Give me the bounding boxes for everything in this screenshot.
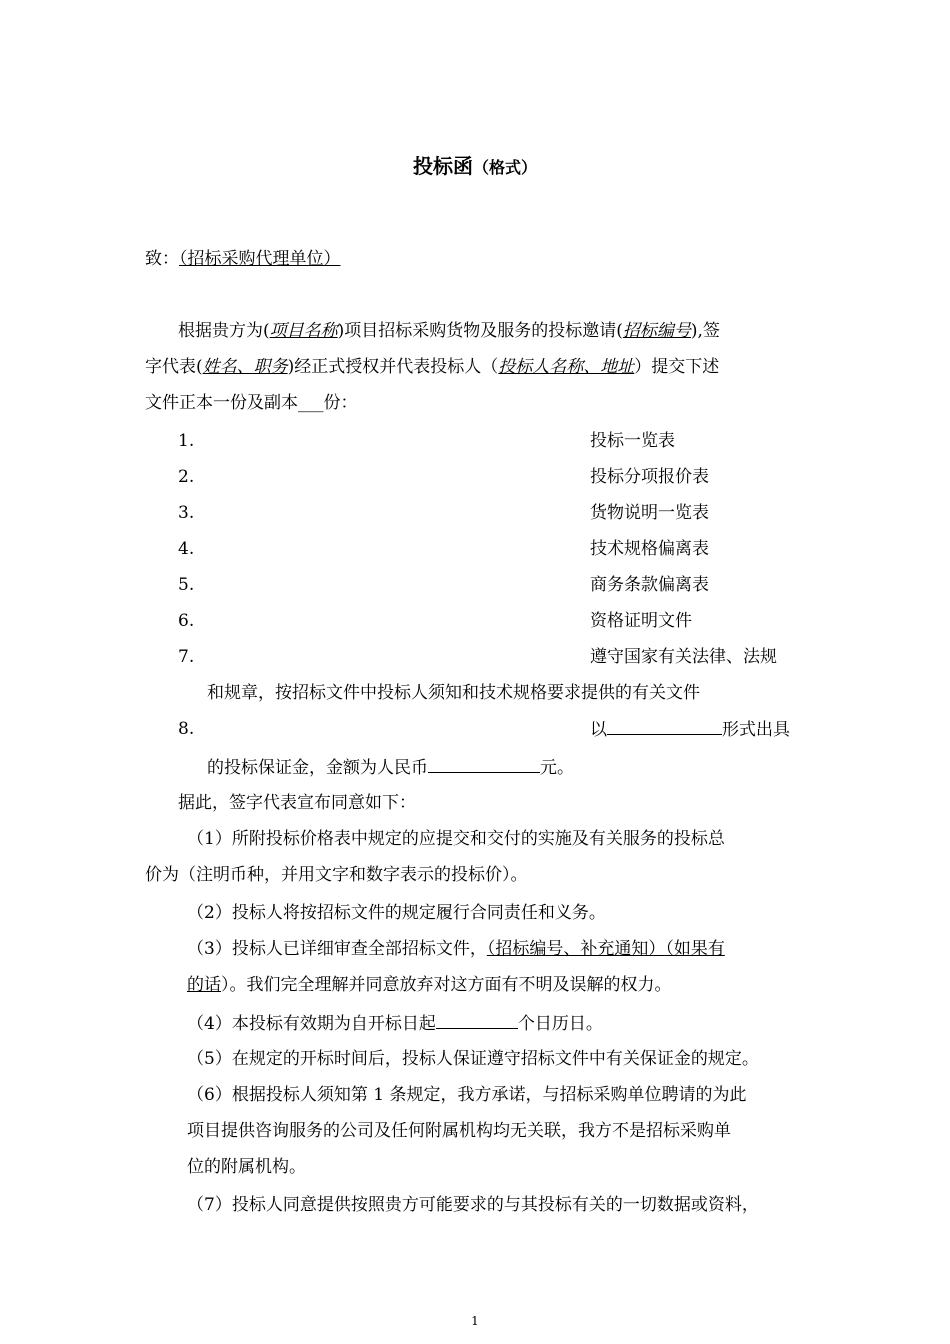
addressee-line bbox=[145, 248, 341, 270]
intro-line-1 bbox=[178, 320, 720, 342]
clause-2: （2）投标人将按招标文件的规定履行合同责任和义务。 bbox=[187, 903, 606, 923]
clause-1-line-1: （1）所附投标价格表中规定的应提交和交付的实施及有关服务的投标总 bbox=[187, 829, 725, 849]
item-number: 3. bbox=[178, 503, 195, 523]
page-number: 1 bbox=[471, 1314, 479, 1328]
item-number: 6. bbox=[178, 611, 195, 631]
intro-text: ）提交下述 bbox=[634, 357, 720, 377]
document-title bbox=[0, 150, 950, 179]
name-title-field: 姓名、职务 bbox=[202, 357, 288, 377]
tender-docs-field: 的话 bbox=[187, 975, 221, 995]
guarantee-amount-blank bbox=[428, 756, 540, 773]
tender-docs-field: （招标编号、补充通知）（如果有 bbox=[486, 939, 725, 959]
declaration-intro: 据此，签字代表宣布同意如下： bbox=[178, 793, 416, 813]
clause-text: （3）投标人已详细审查全部招标文件， bbox=[187, 939, 487, 959]
clause-6-line-1: （6）根据投标人须知第 1 条规定，我方承诺，与招标采购单位聘请的为此 bbox=[187, 1085, 747, 1105]
intro-text: 字代表( bbox=[145, 357, 203, 377]
item-number: 7. bbox=[178, 647, 195, 667]
item7-continuation: 和规章，按招标文件中投标人须知和技术规格要求提供的有关文件 bbox=[207, 683, 700, 703]
clause-7: （7）投标人同意提供按照贵方可能要求的与其投标有关的一切数据或资料， bbox=[187, 1195, 759, 1215]
item-text: 投标一览表 bbox=[590, 431, 675, 451]
clause-text: （4）本投标有效期为自开标日起 bbox=[187, 1014, 436, 1034]
clause-3-line-2 bbox=[187, 974, 672, 996]
intro-line-3: 文件正本一份及副本___份： bbox=[145, 393, 358, 413]
clause-1-line-2: 价为（注明币种，并用文字和数字表示的投标价）。 bbox=[145, 865, 528, 885]
clause-3-line-1 bbox=[187, 938, 725, 960]
item8-text: 以 bbox=[590, 720, 607, 740]
clause-6-line-2: 项目提供咨询服务的公司及任何附属机构均无关联，我方不是招标采购单 bbox=[187, 1121, 731, 1141]
item8-text: 元。 bbox=[540, 758, 574, 778]
clause-6-line-3: 位的附属机构。 bbox=[187, 1157, 306, 1177]
item-number: 2. bbox=[178, 467, 195, 487]
guarantee-form-blank bbox=[607, 718, 722, 735]
item-number: 4. bbox=[178, 539, 195, 559]
bidder-name-address-field: 投标人名称、地址 bbox=[498, 357, 635, 377]
item-text: 商务条款偏离表 bbox=[590, 575, 709, 595]
intro-text: ),签 bbox=[690, 321, 720, 341]
item-number: 1. bbox=[178, 431, 195, 451]
clause-5: （5）在规定的开标时间后，投标人保证遵守招标文件中有关保证金的规定。 bbox=[187, 1049, 759, 1069]
addressee-value: （招标采购代理单位） bbox=[179, 249, 341, 269]
item-text: 货物说明一览表 bbox=[590, 503, 709, 523]
addressee-label: 致： bbox=[145, 249, 179, 269]
intro-text: )项目招标采购货物及服务的投标邀请( bbox=[337, 321, 623, 341]
item-number: 5. bbox=[178, 575, 195, 595]
item-text: 遵守国家有关法律、法规 bbox=[590, 647, 777, 667]
clause-4 bbox=[187, 1012, 603, 1035]
item8-line bbox=[590, 718, 790, 741]
validity-days-blank bbox=[436, 1012, 518, 1029]
item-number: 8. bbox=[178, 719, 195, 739]
item-text: 技术规格偏离表 bbox=[590, 539, 709, 559]
item-text: 投标分项报价表 bbox=[590, 467, 709, 487]
intro-text: 根据贵方为( bbox=[178, 321, 270, 341]
intro-line-2 bbox=[145, 356, 719, 378]
intro-text: )经正式授权并代表投标人（ bbox=[287, 357, 499, 377]
item-text: 资格证明文件 bbox=[590, 611, 692, 631]
tender-number-field: 招标编号 bbox=[622, 321, 691, 341]
clause-text: 个日历日。 bbox=[517, 1014, 603, 1034]
clause-text: ）。我们完全理解并同意放弃对这方面有不明及误解的权力。 bbox=[221, 975, 672, 995]
item8-text: 形式出具 bbox=[722, 720, 790, 740]
title-main: 投标函 bbox=[412, 154, 473, 178]
project-name-field: 项目名称 bbox=[269, 321, 338, 341]
item8-continuation bbox=[207, 756, 574, 779]
item8-text: 的投标保证金，金额为人民币 bbox=[207, 758, 428, 778]
title-sub: （格式） bbox=[472, 158, 537, 177]
